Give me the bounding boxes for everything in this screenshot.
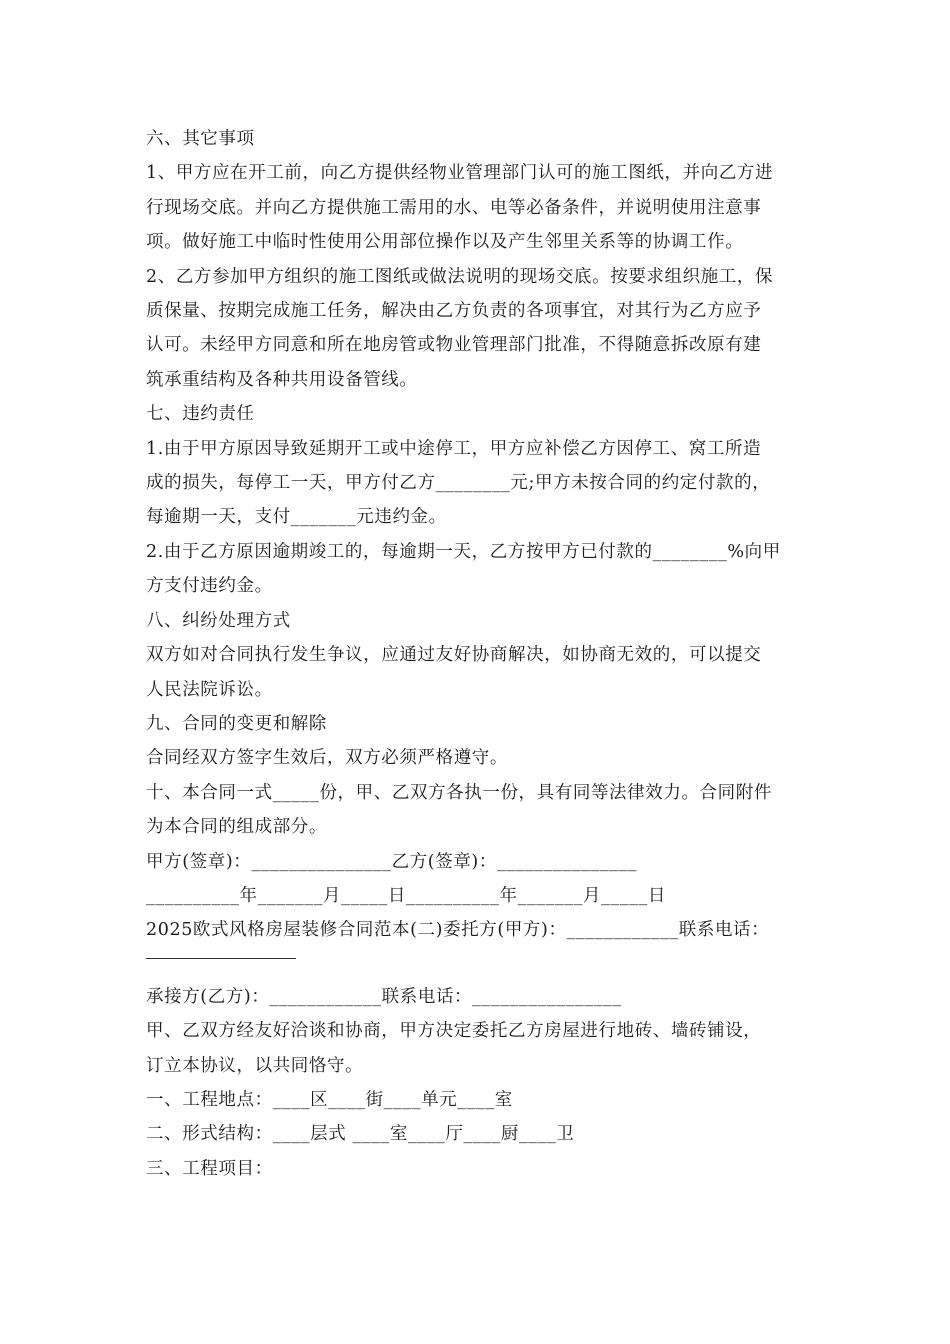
paragraph-line: 认可。未经甲方同意和所在地房管或物业管理部门批准，不得随意拆改原有建 — [146, 335, 762, 356]
blank-underline — [146, 958, 296, 959]
paragraph-line: 十、本合同一式_____份，甲、乙双方各执一份，具有同等法律效力。合同附件 — [146, 782, 772, 803]
paragraph-line: 2、乙方参加甲方组织的施工图纸或做法说明的现场交底。按要求组织施工，保 — [146, 266, 774, 287]
paragraph-line: 1.由于甲方原因导致延期开工或中途停工，甲方应补偿乙方因停工、窝工所造 — [146, 438, 762, 459]
date-line: __________年_______月_____日__________年_______月_____日 — [146, 885, 666, 906]
structure-form-line: 二、形式结构：____层式 ____室____厅____厨____卫 — [146, 1124, 575, 1145]
paragraph-line: 双方如对合同执行发生争议，应通过友好协商解决，如协商无效的，可以提交 — [146, 645, 762, 666]
paragraph-line: 人民法院诉讼。 — [146, 679, 273, 700]
paragraph-line: 订立本协议，以共同恪守。 — [146, 1055, 364, 1076]
paragraph-line: 每逾期一天，支付_______元违约金。 — [146, 507, 447, 528]
paragraph-line: 合同经双方签字生效后，双方必须严格遵守。 — [146, 748, 508, 769]
section-heading-liability: 七、违约责任 — [146, 404, 255, 425]
section-heading-other-matters: 六、其它事项 — [146, 129, 255, 149]
paragraph-line: 为本合同的组成部分。 — [146, 817, 327, 838]
paragraph-line: 2.由于乙方原因逾期竣工的，每逾期一天，乙方按甲方已付款的________%向甲 — [146, 541, 781, 562]
section-heading-dispute: 八、纠纷处理方式 — [146, 610, 291, 631]
paragraph-line: 成的损失，每停工一天，甲方付乙方________元;甲方未按合同的约定付款的， — [146, 473, 771, 494]
paragraph-line: 质保量、按期完成施工任务，解决由乙方负责的各项事宜，对其行为乙方应予 — [146, 301, 762, 322]
document-page — [146, 122, 806, 1186]
project-items-line: 三、工程项目： — [146, 1158, 273, 1179]
contractor-line: 承接方(乙方)：____________联系电话：________________ — [146, 986, 622, 1007]
signature-line: 甲方(签章)：_______________乙方(签章)：_______________ — [146, 851, 638, 872]
project-location-line: 一、工程地点：____区____街____单元____室 — [146, 1089, 513, 1110]
second-contract-title-line: 2025欧式风格房屋装修合同范本(二)委托方(甲方)：____________联系电话： — [146, 920, 770, 941]
paragraph-line: 项。做好施工中临时性使用公用部位操作以及产生邻里关系等的协调工作。 — [146, 232, 744, 253]
paragraph-line: 行现场交底。并向乙方提供施工需用的水、电等必备条件，并说明使用注意事 — [146, 197, 762, 218]
paragraph-line: 方支付违约金。 — [146, 576, 273, 597]
paragraph-line: 1、甲方应在开工前，向乙方提供经物业管理部门认可的施工图纸，并向乙方进 — [146, 163, 774, 184]
paragraph-line: 筑承重结构及各种共用设备管线。 — [146, 369, 418, 390]
phone-blank-line — [146, 948, 806, 980]
section-heading-change: 九、合同的变更和解除 — [146, 713, 327, 734]
paragraph-line: 甲、乙双方经友好洽谈和协商，甲方决定委托乙方房屋进行地砖、墙砖铺设， — [146, 1021, 762, 1042]
